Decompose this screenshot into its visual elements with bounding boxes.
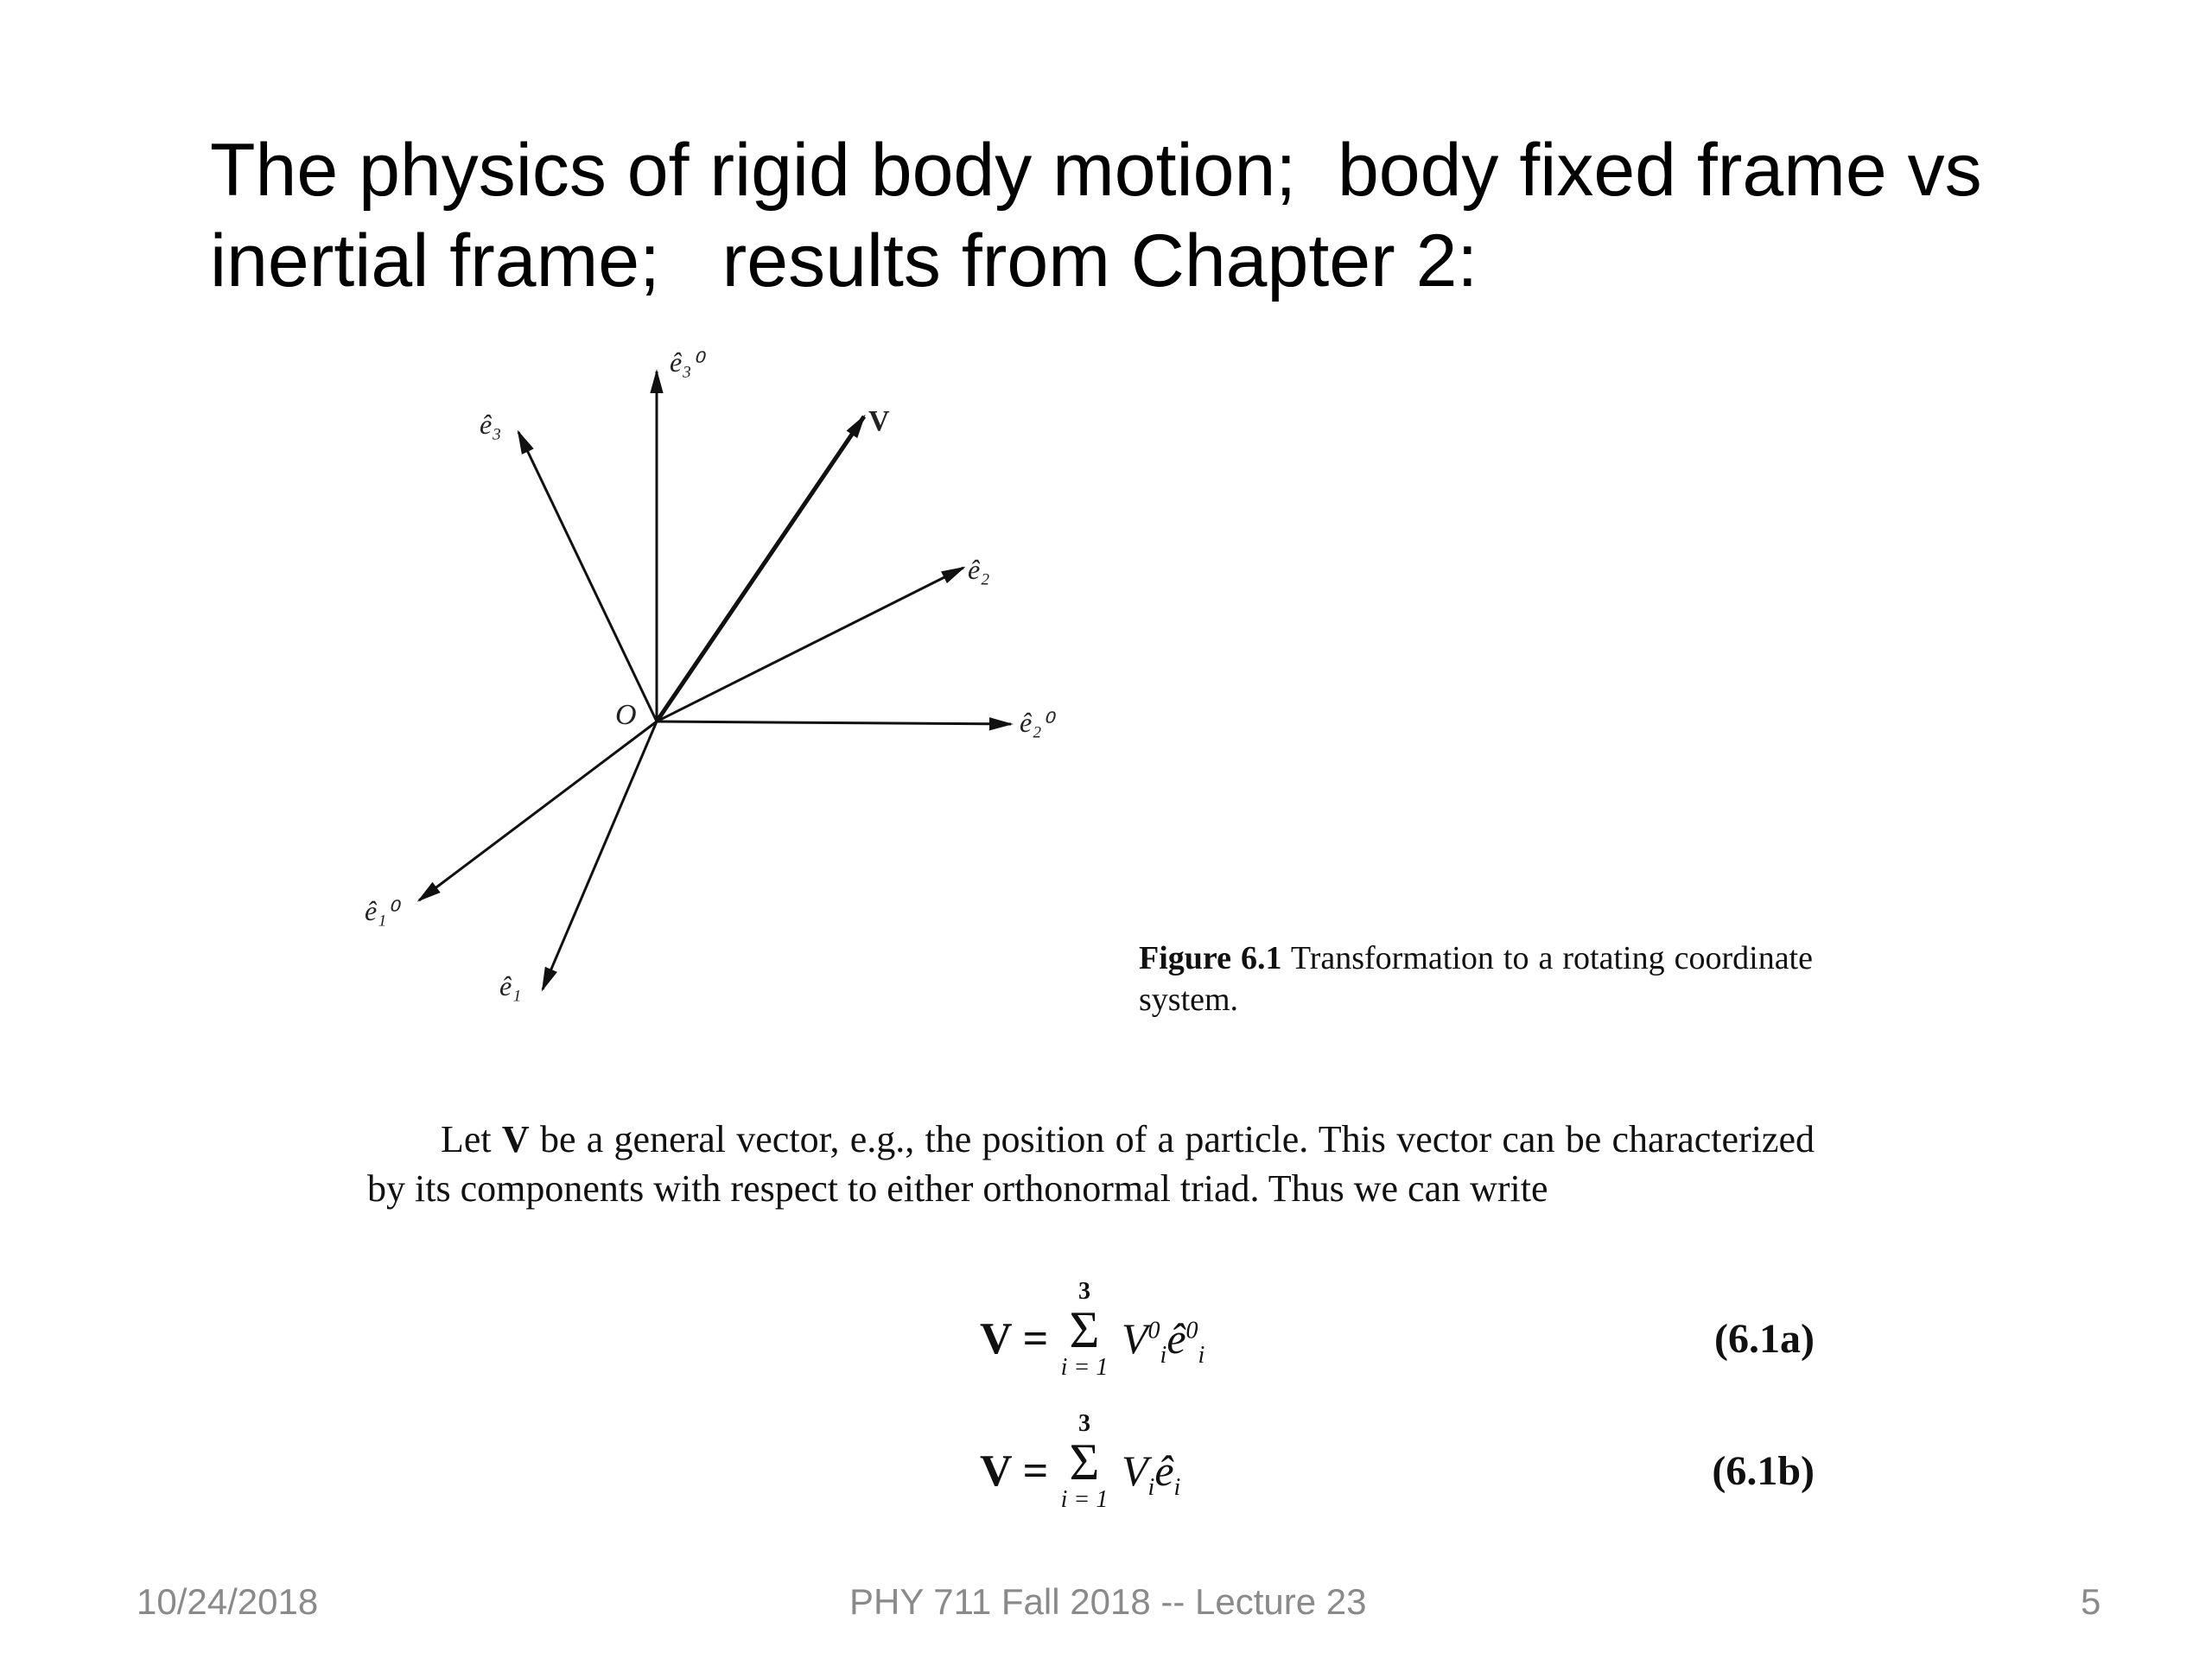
sigma-symbol: Σ (1069, 1301, 1100, 1358)
slide-title (210, 125, 2111, 307)
origin-label: O (615, 699, 637, 731)
basis-vector: ê (1154, 1446, 1174, 1495)
e1-inertial-axis (419, 721, 657, 900)
body-text-start: Let (441, 1118, 502, 1160)
coefficient-sub: i (1160, 1342, 1167, 1369)
body-vector-symbol: V (501, 1118, 530, 1160)
figure-caption (1139, 938, 1813, 1020)
summation-lower-limit: i = 1 (1060, 1486, 1109, 1513)
equation-6-1a (968, 1279, 1815, 1408)
footer-date: 10/24/2018 (137, 1581, 319, 1622)
vector-v-label: V (868, 405, 890, 437)
e1-body-label: ê₁ (499, 970, 522, 1001)
summation-upper-limit: 3 (1078, 1410, 1090, 1437)
e3-body-axis (518, 432, 657, 721)
vector-v (657, 416, 864, 721)
coefficient-sub: i (1147, 1474, 1155, 1501)
coefficient-sup: 0 (1147, 1317, 1160, 1344)
e2-body-label: ê₂ (968, 554, 990, 585)
equation-number: (6.1a) (1714, 1316, 1815, 1362)
coefficient: V (1122, 1314, 1148, 1363)
figure-caption-label: Figure 6.1 (1139, 940, 1282, 976)
e1-inertial-label: ê₁⁰ (365, 895, 398, 926)
e1-body-axis (543, 721, 657, 989)
sigma-symbol: Σ (1069, 1433, 1100, 1491)
summation (1054, 1279, 1115, 1381)
slide-title-line-1: The physics of rigid body motion; body fixed frame vs (210, 129, 1982, 212)
coordinate-frames-figure (328, 328, 1123, 1037)
equation-lhs: V = (980, 1314, 1049, 1363)
basis-vector: ê (1166, 1314, 1186, 1363)
equation-term (1122, 1313, 1205, 1370)
e2-body-axis (657, 568, 963, 721)
equation-number: (6.1b) (1712, 1448, 1815, 1494)
summation-upper-limit: 3 (1078, 1278, 1090, 1305)
equation-lhs: V = (980, 1446, 1049, 1496)
body-paragraph (367, 1115, 1815, 1213)
footer-page-number: 5 (2081, 1581, 2101, 1622)
basis-sup: 0 (1185, 1317, 1198, 1344)
coefficient: V (1122, 1446, 1148, 1495)
body-text-rest: be a general vector, e.g., the position of a particle. This vector can be characterized by its components with respect to either orthonormal triad. Thus we can write (367, 1118, 1815, 1210)
basis-sub: i (1198, 1342, 1205, 1369)
e3-body-label: ê₃ (480, 409, 502, 440)
slide-title-line-2: inertial frame; results from Chapter 2: (210, 219, 1478, 302)
summation (1054, 1411, 1115, 1513)
figure-caption-text: Transformation to a rotating coordinate system. (1139, 940, 1813, 1018)
summation-lower-limit: i = 1 (1060, 1354, 1109, 1381)
e2-inertial-label: ê₂⁰ (1020, 707, 1053, 738)
equation-6-1b (968, 1411, 1815, 1541)
basis-sub: i (1173, 1474, 1181, 1501)
e2-inertial-axis (657, 721, 1011, 724)
equation-term (1122, 1446, 1180, 1502)
footer-course: PHY 711 Fall 2018 -- Lecture 23 (849, 1581, 1367, 1622)
e3-inertial-label: ê₃⁰ (670, 346, 703, 378)
